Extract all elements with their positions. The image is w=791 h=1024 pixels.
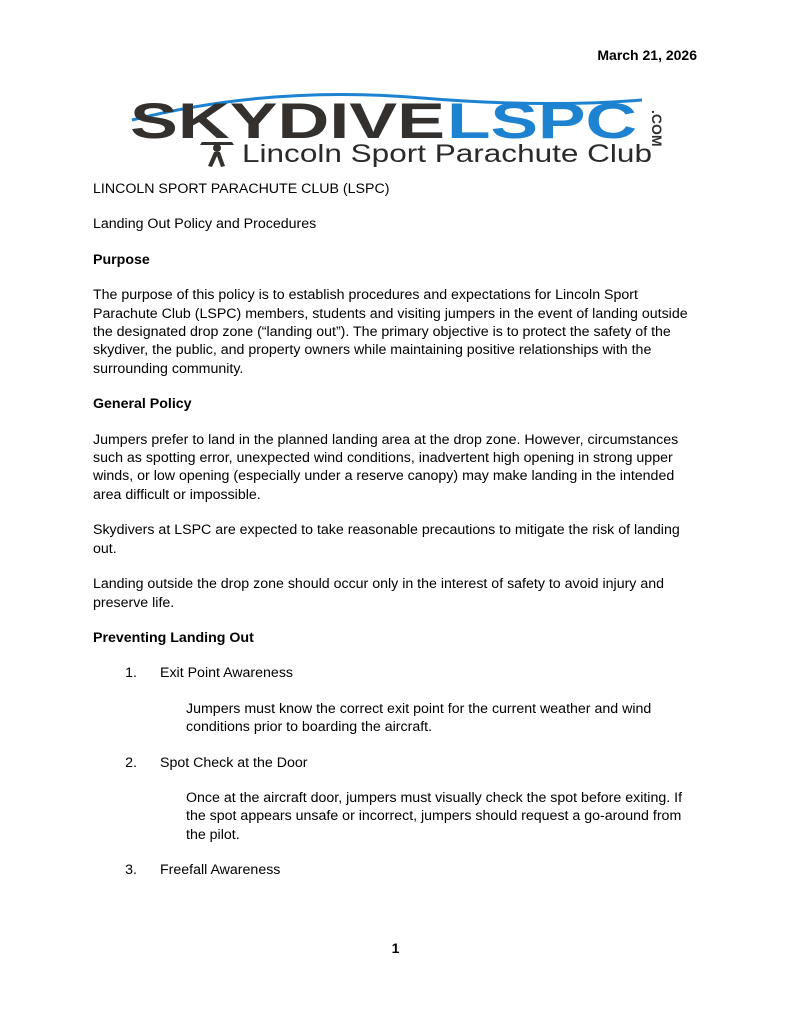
preventing-list bbox=[93, 664, 703, 879]
preventing-heading: Preventing Landing Out bbox=[93, 629, 254, 646]
list-item bbox=[93, 861, 703, 879]
list-item bbox=[93, 754, 703, 845]
logo-tagline: Lincoln Sport Parachute Club bbox=[242, 140, 652, 168]
doc-title: Landing Out Policy and Procedures bbox=[93, 216, 317, 233]
list-item-title: Exit Point Awareness bbox=[160, 665, 294, 682]
list-item bbox=[93, 664, 703, 736]
list-item-number: 3. bbox=[125, 862, 137, 879]
logo-brand-dark: SKYDIVE bbox=[130, 93, 445, 149]
page-number: 1 bbox=[391, 940, 400, 956]
general-policy-paragraph: Skydivers at LSPC are expected to take reasonable precautions to mitigate the risk of landing out. bbox=[93, 522, 680, 557]
list-item-body: Jumpers must know the correct exit point for the current weather and wind conditions prior to boarding the aircraft. bbox=[186, 700, 652, 736]
general-policy-paragraph: Landing outside the drop zone should occur only in the interest of safety to avoid injury and preserve life. bbox=[93, 576, 665, 611]
logo-brand-suffix: .COM bbox=[649, 110, 665, 147]
purpose-text: The purpose of this policy is to establish procedures and expectations for Lincoln Sport Parachute Club (LSPC) members, students and visiting jumpers in the event of landing outside the designated drop zone (“landing out”). The primary objective is to protect the safety of the skydiver, the public, and property owners while maintaining positive relationships with the surrounding community. bbox=[93, 287, 688, 377]
logo-brand-blue: LSPC bbox=[447, 93, 637, 149]
list-item-body: Once at the aircraft door, jumpers must visually check the spot before exiting. If the spot appears unsafe or incorrect, jumpers should request a go-around from the pilot. bbox=[186, 789, 683, 843]
general-policy-heading: General Policy bbox=[93, 396, 192, 413]
document-body bbox=[93, 180, 703, 897]
skydive-lspc-logo bbox=[122, 90, 672, 170]
document-date: March 21, 2026 bbox=[597, 47, 697, 63]
org-title: LINCOLN SPORT PARACHUTE CLUB (LSPC) bbox=[93, 181, 390, 197]
list-item-title: Spot Check at the Door bbox=[160, 754, 308, 771]
list-item-number: 1. bbox=[125, 665, 137, 682]
list-item-number: 2. bbox=[125, 754, 137, 771]
list-item-title: Freefall Awareness bbox=[160, 862, 281, 879]
purpose-heading: Purpose bbox=[93, 251, 150, 268]
general-policy-paragraph: Jumpers prefer to land in the planned landing area at the drop zone. However, circumstances such as spotting error, unexpected wind conditions, inadvertent high opening in strong upper winds, or low opening (especially under a reserve canopy) may make landing in the intended area difficult or impossible. bbox=[93, 431, 679, 503]
